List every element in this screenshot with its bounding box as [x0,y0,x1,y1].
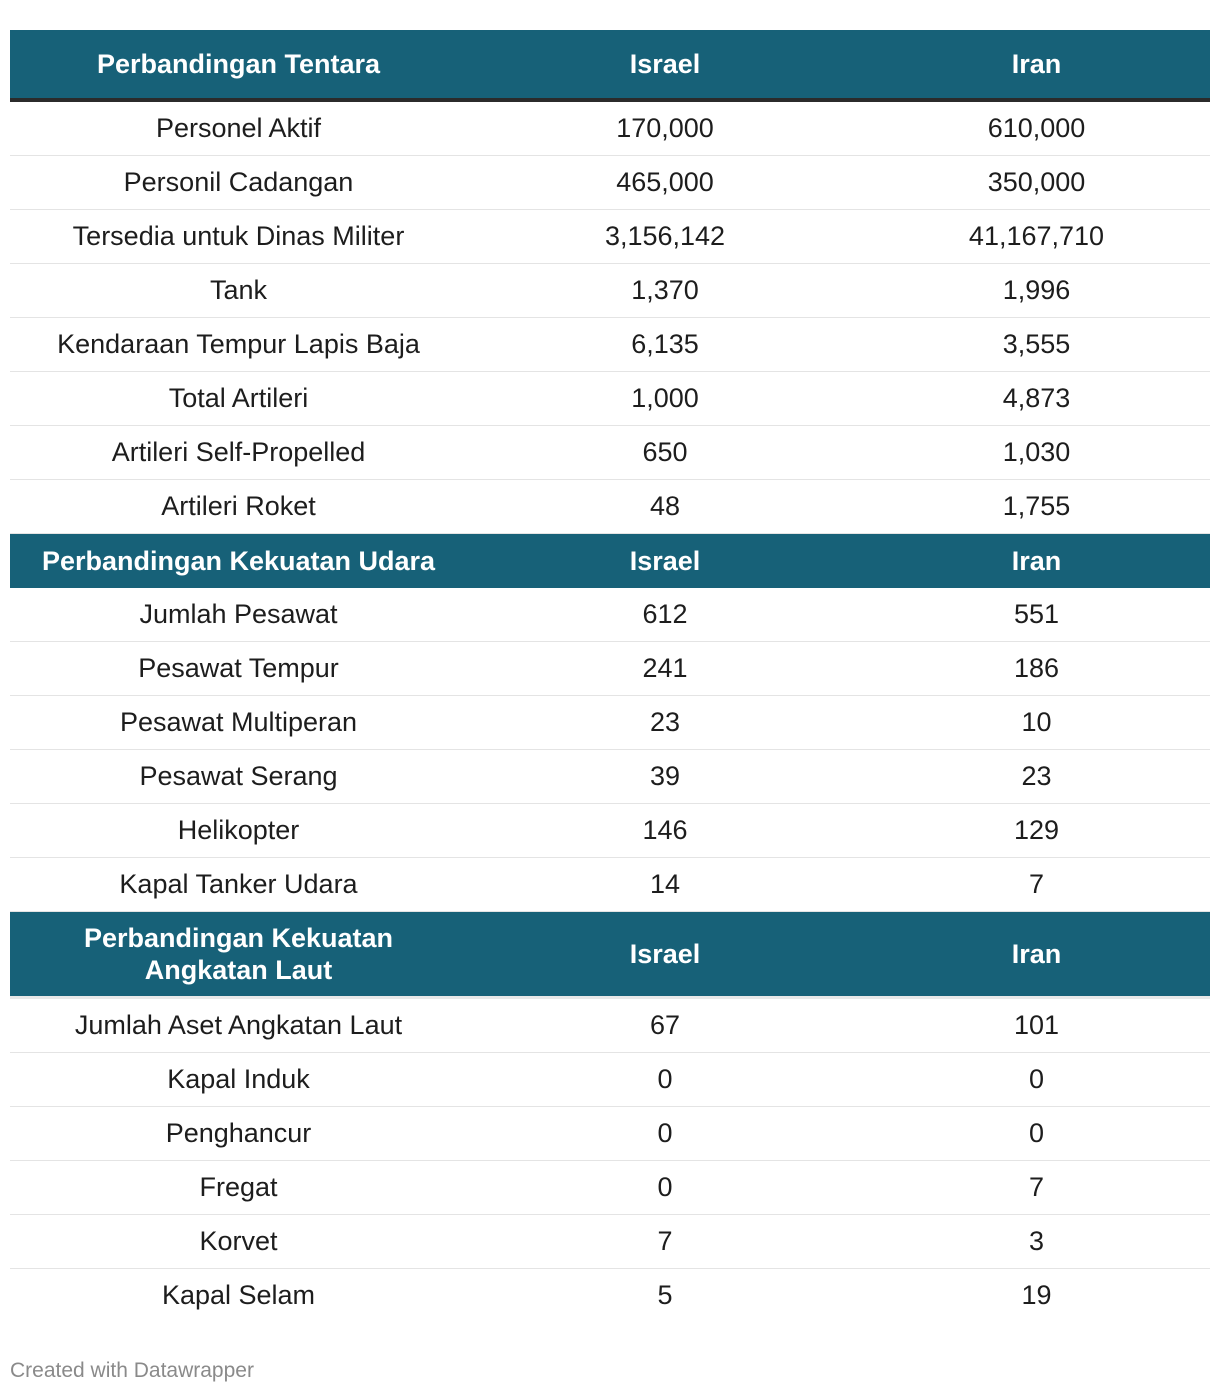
row-label: Kapal Tanker Udara [10,858,467,912]
table-row [10,1161,1210,1215]
iran-value: 186 [863,642,1210,696]
section-header-1 [10,30,1210,100]
row-label: Fregat [10,1161,467,1215]
row-label: Helikopter [10,804,467,858]
iran-value: 10 [863,696,1210,750]
israel-value: 14 [467,858,863,912]
iran-value: 1,030 [863,426,1210,480]
iran-value: 129 [863,804,1210,858]
section-header-2 [10,534,1210,589]
israel-value: 650 [467,426,863,480]
military-comparison-table [10,30,1210,1322]
table-row [10,156,1210,210]
israel-value: 612 [467,588,863,642]
comparison-table-container [10,30,1210,1322]
iran-value: 0 [863,1053,1210,1107]
section-title: Perbandingan Kekuatan Udara [10,534,467,589]
iran-value: 101 [863,998,1210,1053]
row-label: Artileri Roket [10,480,467,534]
iran-value: 4,873 [863,372,1210,426]
column-header-israel: Israel [467,912,863,998]
table-row [10,998,1210,1053]
table-row [10,426,1210,480]
row-label: Jumlah Pesawat [10,588,467,642]
israel-value: 39 [467,750,863,804]
table-row [10,480,1210,534]
column-header-iran: Iran [863,912,1210,998]
section-title: Perbandingan Tentara [10,30,467,100]
row-label: Kendaraan Tempur Lapis Baja [10,318,467,372]
row-label: Kapal Induk [10,1053,467,1107]
iran-value: 350,000 [863,156,1210,210]
row-label: Personil Cadangan [10,156,467,210]
israel-value: 5 [657,1280,673,1310]
israel-value: 170,000 [467,100,863,156]
table-row [10,696,1210,750]
column-header-israel: Israel [467,30,863,100]
israel-value: 1,000 [467,372,863,426]
table-row [10,372,1210,426]
row-label: Pesawat Serang [10,750,467,804]
table-row [10,750,1210,804]
row-label: Artileri Self-Propelled [10,426,467,480]
israel-value: 67 [467,998,863,1053]
iran-value: 3,555 [863,318,1210,372]
israel-value: 0 [467,1161,863,1215]
israel-value: 3,156,142 [467,210,863,264]
table-row [10,1269,1210,1323]
table-row [10,264,1210,318]
israel-value: 0 [467,1107,863,1161]
row-label: Total Artileri [10,372,467,426]
iran-value: 23 [863,750,1210,804]
row-label: Personel Aktif [10,100,467,156]
israel-value: 7 [467,1215,863,1269]
israel-value: 23 [467,696,863,750]
israel-value: 6,135 [467,318,863,372]
iran-value: 3 [863,1215,1210,1269]
row-label: Pesawat Tempur [10,642,467,696]
iran-value: 1,996 [863,264,1210,318]
row-label: Korvet [10,1215,467,1269]
iran-value: 551 [863,588,1210,642]
israel-value: 48 [467,480,863,534]
section-title-line-1: Perbandingan Kekuatan [83,923,394,953]
israel-value: 146 [467,804,863,858]
table-row [10,642,1210,696]
table-row [10,210,1210,264]
israel-value: 465,000 [467,156,863,210]
iran-value: 0 [863,1107,1210,1161]
datawrapper-credit[interactable]: Created with Datawrapper [10,1359,254,1382]
row-label: Pesawat Multiperan [10,696,467,750]
section-title [10,912,467,998]
row-label: Kapal Selam [161,1280,316,1310]
column-header-iran: Iran [863,534,1210,589]
israel-value: 241 [467,642,863,696]
iran-value: 610,000 [863,100,1210,156]
table-row [10,804,1210,858]
iran-value: 41,167,710 [863,210,1210,264]
section-title-line-2: Angkatan Laut [144,955,333,985]
row-label: Jumlah Aset Angkatan Laut [10,998,467,1053]
row-label: Tersedia untuk Dinas Militer [10,210,467,264]
israel-value: 0 [467,1053,863,1107]
iran-value: 7 [863,858,1210,912]
iran-value: 7 [863,1161,1210,1215]
column-header-iran: Iran [863,30,1210,100]
column-header-israel: Israel [467,534,863,589]
israel-value: 1,370 [467,264,863,318]
row-label: Penghancur [10,1107,467,1161]
table-row [10,1107,1210,1161]
table-row [10,588,1210,642]
section-header-3 [10,912,1210,998]
table-row [10,1215,1210,1269]
row-label: Tank [10,264,467,318]
table-row [10,100,1210,156]
table-row [10,318,1210,372]
table-row [10,1053,1210,1107]
iran-value: 1,755 [863,480,1210,534]
iran-value: 19 [1021,1280,1052,1310]
table-row [10,858,1210,912]
